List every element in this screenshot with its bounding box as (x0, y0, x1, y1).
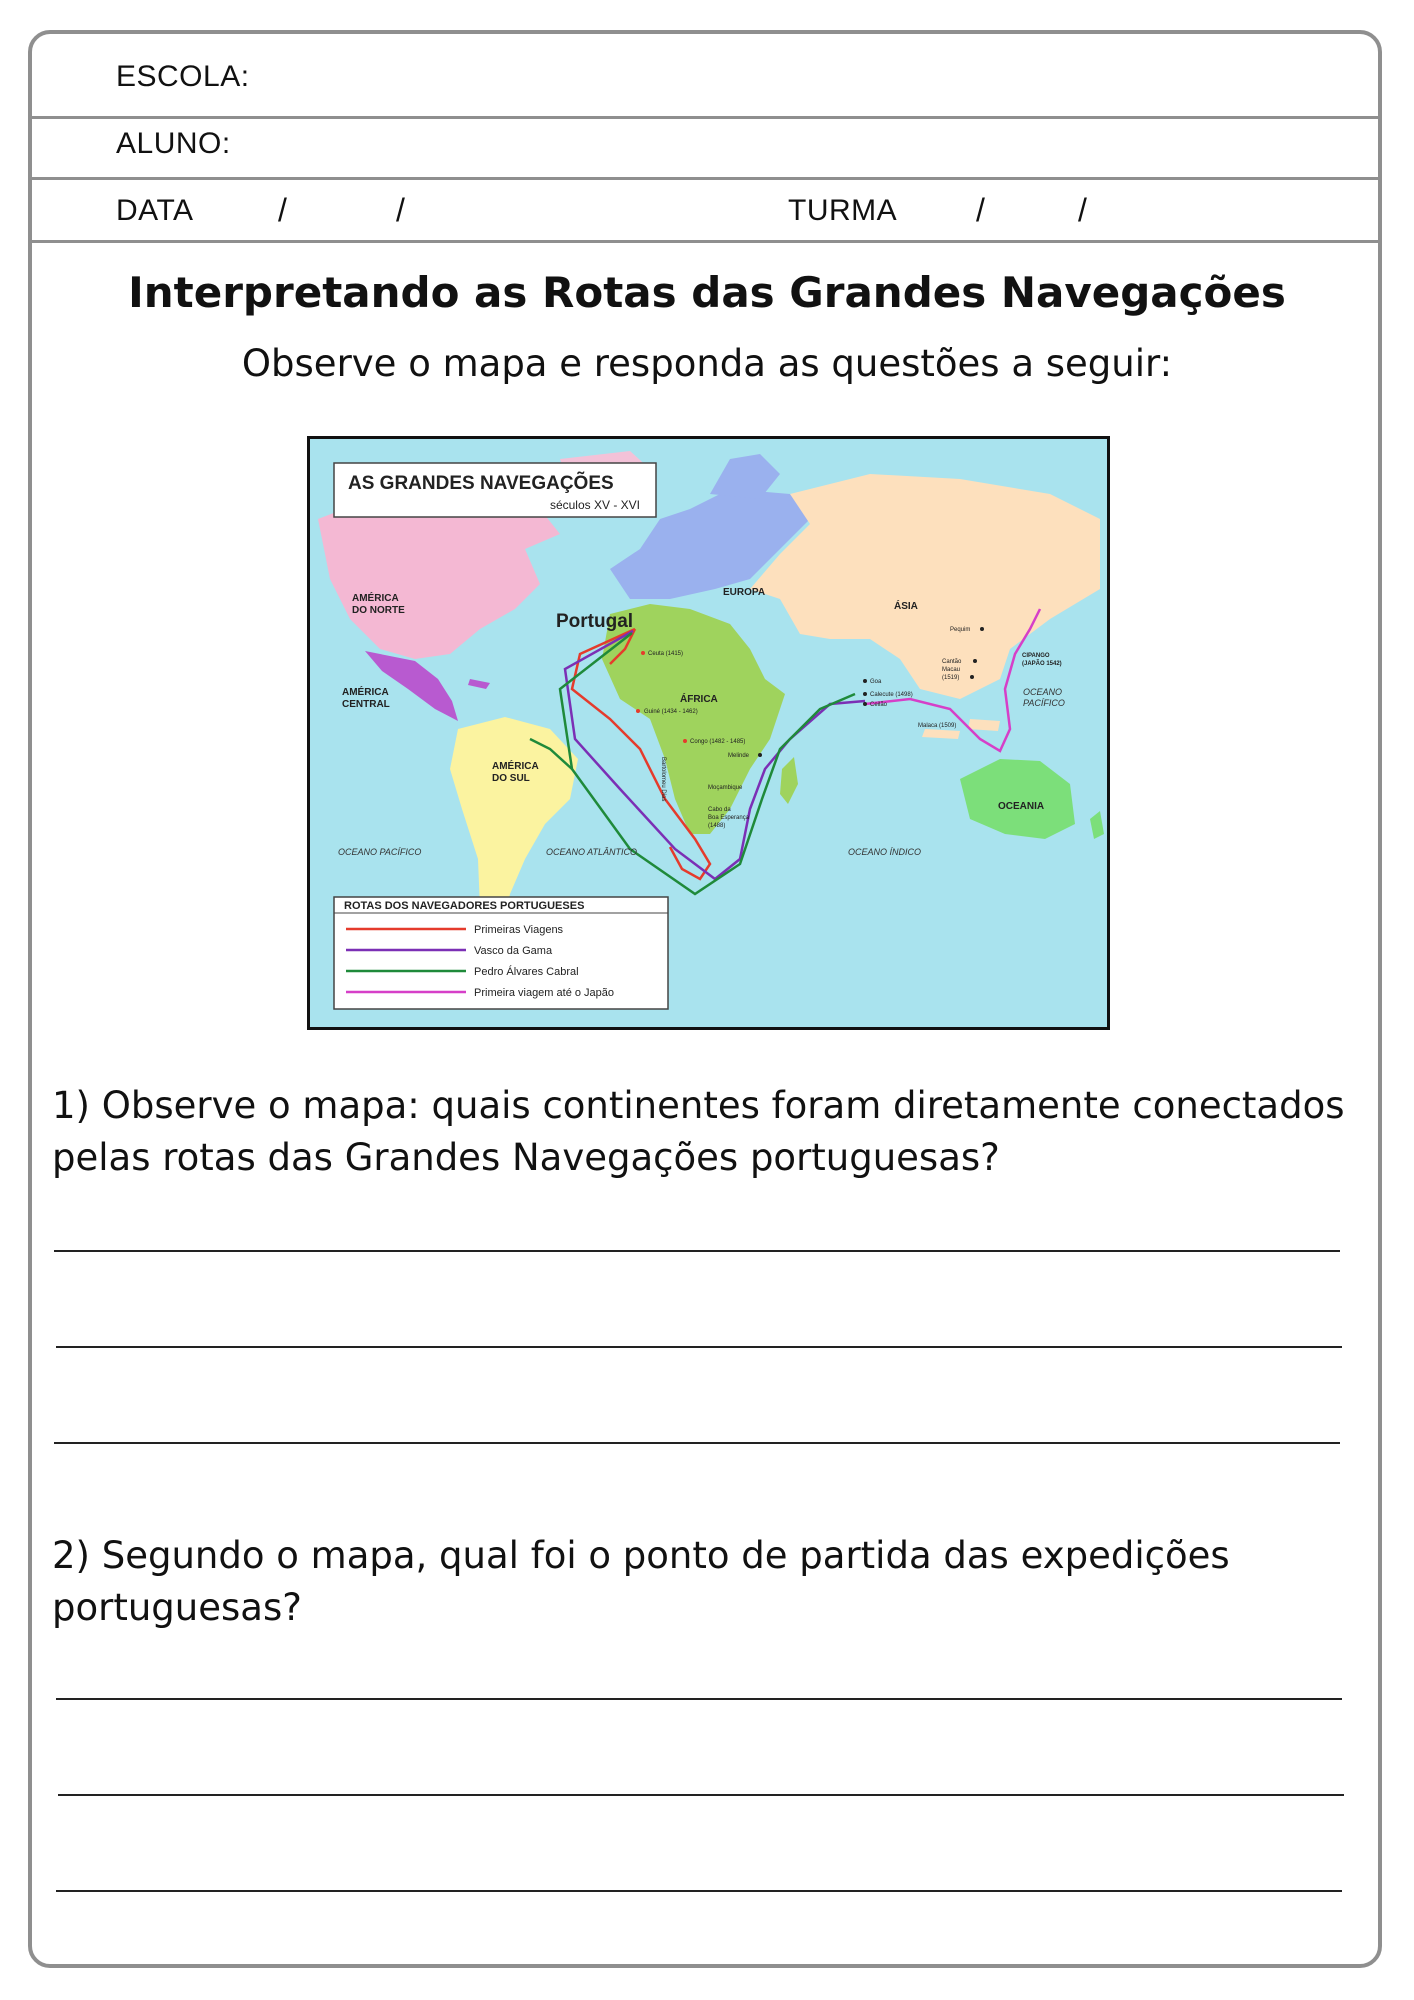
label-macau-1: Macau (942, 667, 961, 673)
answer-line[interactable] (56, 1346, 1342, 1348)
question-1 (52, 1080, 1352, 1184)
label-asia: ÁSIA (894, 601, 918, 612)
answer-line[interactable] (56, 1698, 1342, 1700)
label-cipango-1: CIPANGO (1022, 653, 1050, 659)
label-portugal: Portugal (556, 611, 634, 632)
label-oceania: OCEANIA (998, 801, 1045, 812)
page-title: Interpretando as Rotas das Grandes Navegações (128, 268, 1286, 317)
date-label: DATA (116, 194, 194, 227)
student-label: ALUNO: (116, 127, 231, 160)
question-1-line-2: pelas rotas das Grandes Navegações portuguesas? (52, 1136, 1000, 1179)
label-pequim: Pequim (950, 627, 971, 633)
legend-item-label: Primeira viagem até o Japão (474, 987, 615, 999)
label-goa: Goa (870, 679, 882, 685)
legend-title: ROTAS DOS NAVEGADORES PORTUGUESES (344, 900, 585, 912)
date-slash: / (278, 192, 287, 228)
label-central-america-2: CENTRAL (342, 699, 390, 710)
map-subtitle: séculos XV - XVI (549, 498, 640, 512)
class-slash: / (1078, 192, 1087, 228)
label-melinde: Melinde (728, 753, 750, 759)
school-label: ESCOLA: (116, 60, 250, 93)
label-cabo-3: (1488) (708, 823, 726, 829)
label-pacific-east-1: OCEANO (1023, 687, 1063, 697)
label-pacific-east-2: PACÍFICO (1023, 698, 1065, 708)
legend-item-label: Pedro Álvares Cabral (474, 966, 579, 978)
label-cipango-2: (JAPÃO 1542) (1022, 661, 1062, 667)
class-slash: / (976, 192, 985, 228)
answer-line[interactable] (58, 1794, 1344, 1796)
map-title: AS GRANDES NAVEGAÇÕES (348, 473, 614, 494)
answer-line[interactable] (54, 1442, 1340, 1444)
question-2-line-2: portuguesas? (52, 1586, 302, 1629)
label-congo: Congo (1482 - 1485) (690, 739, 746, 745)
label-central-america-1: AMÉRICA (342, 687, 389, 698)
label-indian: OCEANO ÍNDICO (848, 847, 922, 857)
label-atlantic: OCEANO ATLÂNTICO (546, 847, 638, 857)
label-ceilao: Ceilão (870, 702, 888, 708)
label-pacific-west: OCEANO PACÍFICO (338, 847, 422, 857)
label-north-america-2: DO NORTE (352, 605, 405, 616)
label-ceuta: Ceuta (1415) (648, 651, 684, 657)
question-2 (52, 1530, 1352, 1634)
answer-line[interactable] (56, 1890, 1342, 1892)
question-1-line-1: 1) Observe o mapa: quais continentes foram diretamente conectados (52, 1084, 1345, 1127)
label-north-america-1: AMÉRICA (352, 593, 399, 604)
class-label: TURMA (788, 194, 898, 227)
world-map (307, 436, 1110, 1030)
label-cantao: Cantão (942, 659, 962, 665)
header-divider (28, 240, 1382, 243)
label-cabo-1: Cabo da (708, 807, 731, 813)
label-europe: EUROPA (723, 587, 766, 598)
header-divider (28, 177, 1382, 180)
answer-line[interactable] (54, 1250, 1340, 1252)
world-map-graphic (310, 439, 1107, 1027)
header-divider (28, 116, 1382, 119)
label-malaca: Malaca (1509) (918, 723, 957, 729)
label-mocambique: Moçambique (708, 785, 743, 791)
label-south-america-1: AMÉRICA (492, 761, 539, 772)
label-south-america-2: DO SUL (492, 773, 530, 784)
question-2-line-1: 2) Segundo o mapa, qual foi o ponto de partida das expedições (52, 1534, 1230, 1577)
label-calecute: Calecute (1498) (870, 692, 913, 698)
label-macau-2: (1519) (942, 675, 960, 681)
label-cabo-2: Boa Esperança (708, 815, 750, 821)
label-dias: Bartolomeu Dias (660, 757, 666, 802)
page-subtitle: Observe o mapa e responda as questões a seguir: (241, 342, 1173, 385)
date-slash: / (396, 192, 405, 228)
label-africa: ÁFRICA (680, 694, 718, 705)
label-guine: Guiné (1434 - 1462) (644, 709, 698, 715)
legend-item-label: Primeiras Viagens (474, 924, 564, 936)
legend-item-label: Vasco da Gama (474, 945, 553, 957)
